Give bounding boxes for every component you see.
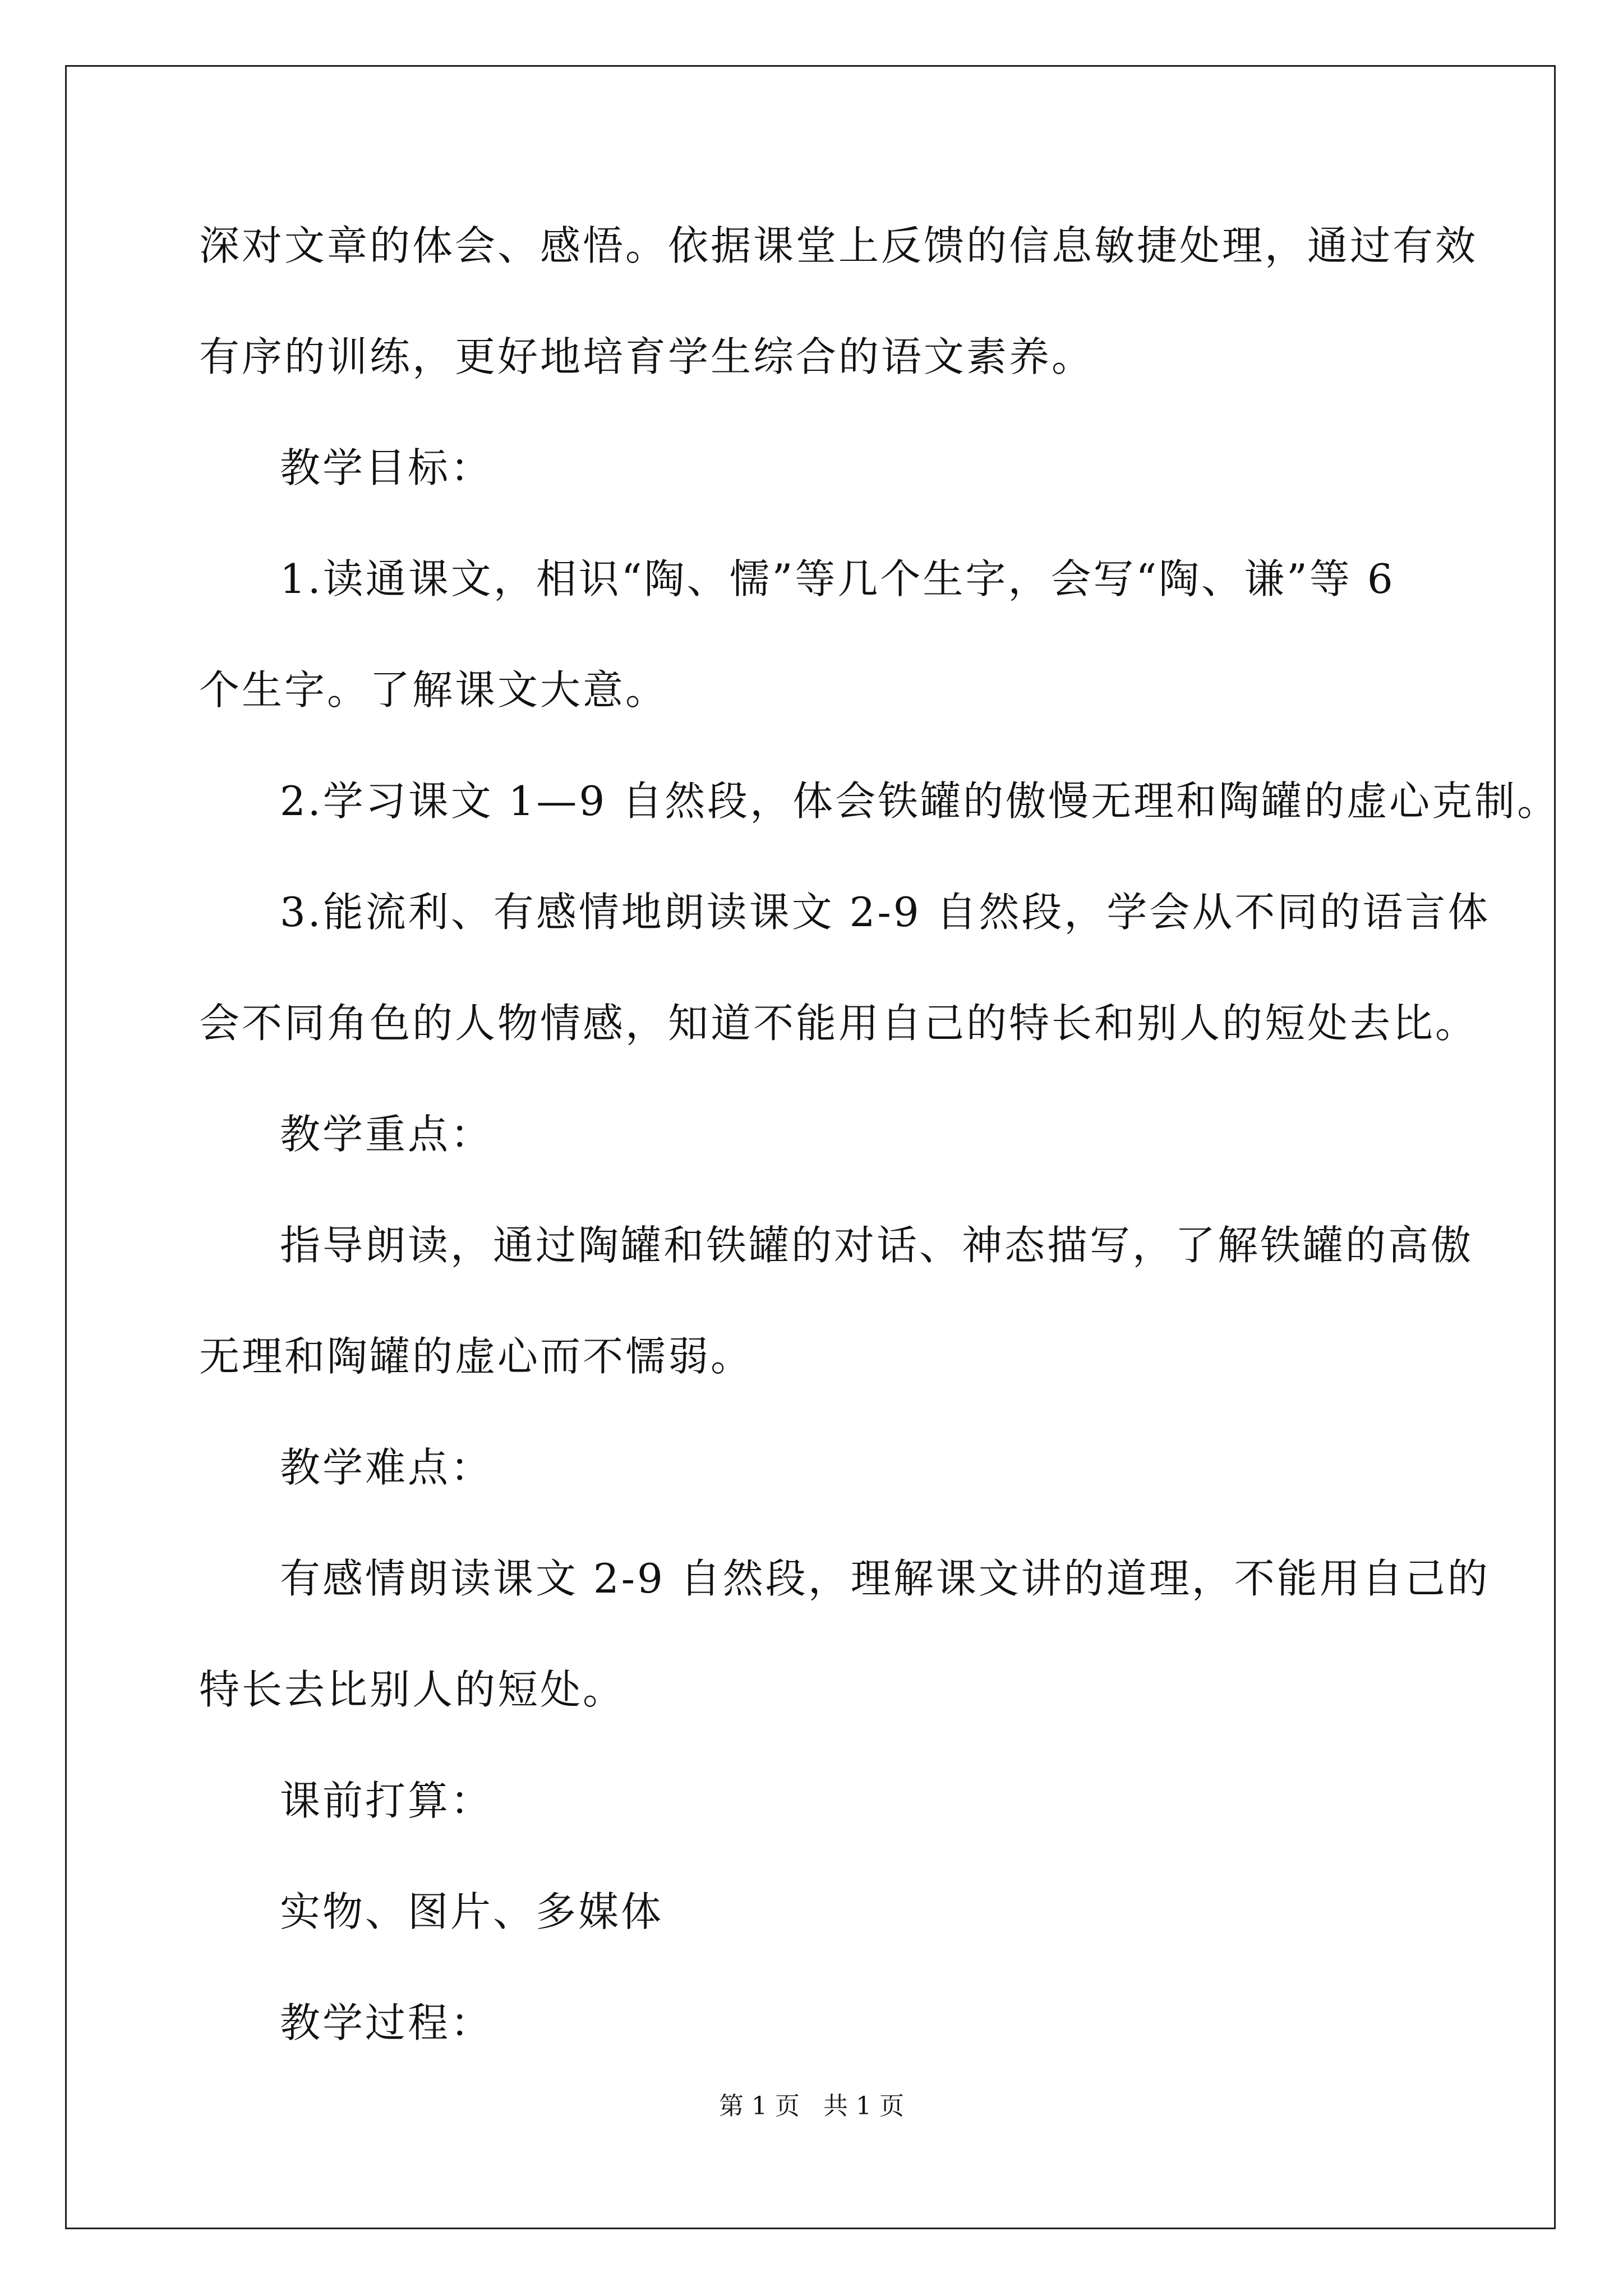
section-heading-process: 教学过程：: [280, 1999, 494, 2046]
paragraph-line: 深对文章的体会、感悟。依据课堂上反馈的信息敏捷处理，通过有效: [199, 222, 1478, 269]
paragraph-line: 无理和陶罐的虚心而不懦弱。: [199, 1333, 754, 1380]
paragraph-line: 指导朗读，通过陶罐和铁罐的对话、神态描写，了解铁罐的高傲: [280, 1222, 1474, 1269]
section-heading-objectives: 教学目标：: [280, 444, 494, 491]
objective-item-1: 1.读通课文，相识“陶、懦”等几个生字，会写“陶、谦”等 6: [280, 555, 1395, 602]
paragraph-line: 有感情朗读课文 2-9 自然段，理解课文讲的道理，不能用自己的: [280, 1555, 1490, 1602]
objective-item-3: 3.能流利、有感情地朗读课文 2-9 自然段，学会从不同的语言体: [280, 889, 1491, 936]
paragraph-line: 有序的训练，更好地培育学生综合的语文素养。: [199, 333, 1095, 380]
page-footer: 第 1 页 共 1 页: [719, 2092, 904, 2120]
section-heading-difficulties: 教学难点：: [280, 1444, 494, 1491]
paragraph-line: 会不同角色的人物情感，知道不能用自己的特长和别人的短处去比。: [199, 1000, 1478, 1047]
paragraph-line: 个生字。了解课文大意。: [199, 666, 668, 714]
objective-item-2: 2.学习课文 1—9 自然段，体会铁罐的傲慢无理和陶罐的虚心克制。: [280, 777, 1560, 825]
paragraph-line: 特长去比别人的短处。: [199, 1666, 626, 1713]
paragraph-line: 实物、图片、多媒体: [280, 1888, 664, 1935]
section-heading-preparation: 课前打算：: [280, 1777, 494, 1824]
section-heading-key-points: 教学重点：: [280, 1111, 494, 1158]
